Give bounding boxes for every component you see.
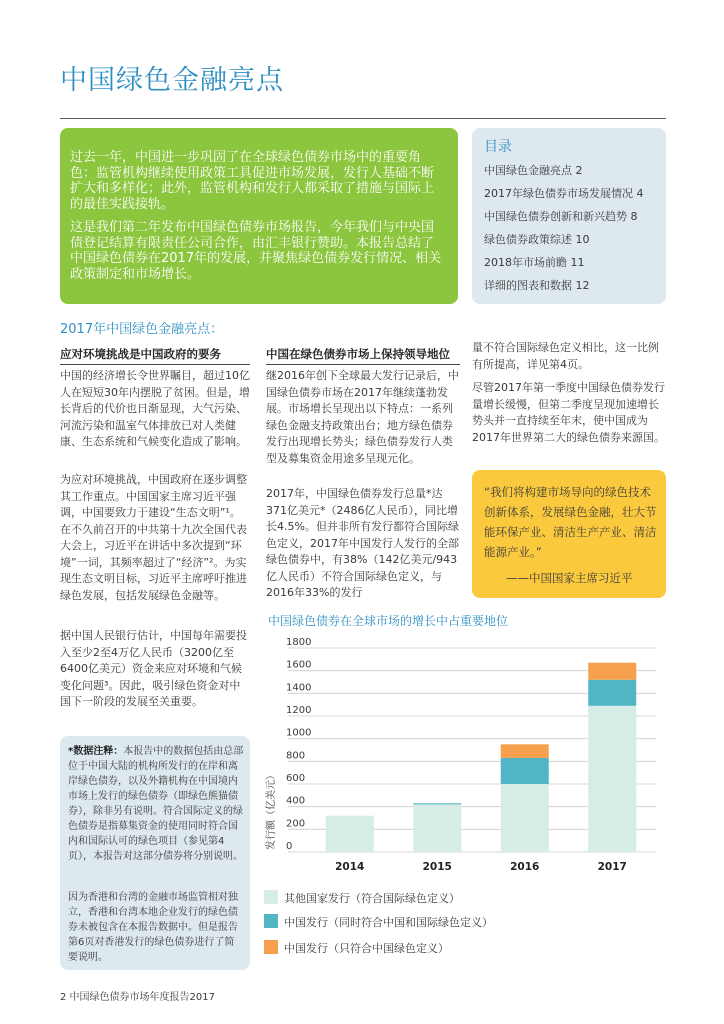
x-tick-label: 2017: [597, 861, 627, 873]
col1-heading-rule: [60, 364, 250, 365]
y-axis-label: 发行额（亿美元）: [266, 770, 277, 850]
y-tick-label: 200: [286, 818, 306, 830]
y-tick-label: 800: [286, 750, 306, 762]
toc-item[interactable]: 详细的图表和数据 12: [484, 279, 590, 292]
y-tick-label: 600: [286, 773, 306, 784]
y-tick-label: 1600: [286, 659, 312, 671]
bar-segment: [588, 680, 636, 706]
toc-item[interactable]: 中国绿色债券创新和新兴趋势 8: [484, 210, 638, 223]
bar-segment: [413, 804, 461, 852]
quote-box: [472, 470, 666, 598]
title-divider: [60, 118, 666, 119]
y-tick-label: 0: [286, 841, 293, 852]
toc-item[interactable]: 2018年市场前瞻 11: [484, 256, 585, 269]
intro-paragraph-1: 过去一年，中国进一步巩固了在全球绿色债券市场中的重要角色：监管机构继续使用政策工具促进市场发展，发行人基础不断扩大和多样化；此外，监管机构和发行人都采取了措施与国际上的最佳实践接轨。: [70, 150, 435, 212]
data-note-box: [60, 736, 250, 970]
bar-segment: [413, 803, 461, 804]
col1-paragraph-2: 为应对环境挑战，中国政府在逐步调整其工作重点。中国国家主席习近平强调，中国要致力于建设“生态文明”¹。在不久前召开的中共第十九次全国代表大会上，习近平在讲话中多次提到“环境”一词，其频率超过了“经济”²。为实现生态文明目标，习近平主席呼吁推进绿色发展，包括发展绿色金融等。: [60, 473, 247, 602]
bar-segment: [588, 663, 636, 680]
col2-heading: 中国在绿色债券市场上保持领导地位: [266, 347, 450, 361]
quote-attribution: ——中国国家主席习近平: [506, 571, 633, 585]
data-note-label: *数据注释：: [68, 746, 124, 757]
col3-paragraph-2: 尽管2017年第一季度中国绿色债券发行量增长缓慢，但第二季度呈现加速增长势头并一直持续至年末，使中国成为2017年世界第二大的绿色债券来源国。: [472, 381, 665, 444]
y-tick-label: 1400: [286, 682, 312, 694]
col1-paragraph-1: 中国的经济增长令世界瞩目，超过10亿人在短短30年内摆脱了贫困。但是，增长背后的代价也日渐显现，大气污染、河流污染和温室气体排放已对人类健康、生态系统和气候变化造成了影响。: [60, 369, 250, 448]
x-tick-label: 2014: [335, 861, 365, 873]
bar-chart: [262, 636, 666, 880]
toc-item[interactable]: 2017年绿色债券市场发展情况 4: [484, 187, 644, 200]
legend-swatch: [264, 890, 278, 904]
toc-item[interactable]: 绿色债券政策综述 10: [484, 233, 590, 246]
legend-label: 中国发行（只符合中国绿色定义）: [284, 942, 449, 955]
col1-paragraph-3: 据中国人民银行估计，中国每年需要投入至少2至4万亿人民币（3200亿至6400亿美元）资金来应对环境和气候变化问题³。因此，吸引绿色资金对中国下一阶段的发展至关重要。: [60, 629, 247, 708]
data-note-paragraph-1: [68, 744, 244, 864]
toc-title: 目录: [484, 139, 512, 155]
table-of-contents: [472, 128, 666, 304]
highlights-heading: 2017年中国绿色金融亮点：: [60, 322, 224, 337]
y-tick-label: 1800: [286, 637, 312, 648]
x-tick-label: 2015: [422, 861, 452, 873]
col2-paragraph-2: 2017年，中国绿色债券发行总量*达371亿美元*（2486亿人民币），同比增长4.5%。但并非所有发行都符合国际绿色定义，2017年中国发行人发行的全部绿色债券中，有38%（142亿美元/943亿人民币）不符合国际绿色定义，与2016年33%的发行: [266, 487, 459, 599]
intro-box: [60, 128, 458, 304]
bar-segment: [326, 816, 374, 852]
legend-label: 其他国家发行（符合国际绿色定义）: [284, 892, 460, 905]
page-footer: 2 中国绿色债券市场年度报告2017: [60, 992, 215, 1003]
col2-paragraph-1: 继2016年创下全球最大发行记录后，中国绿色债券市场在2017年继续蓬勃发展。市场增长呈现出以下特点：一系列绿色金融支持政策出台；地方绿色债券发行出现增长势头；绿色债券发行人类型及募集资金用途多呈现元化。: [266, 369, 459, 465]
intro-paragraph-2: 这是我们第二年发布中国绿色债券市场报告，今年我们与中央国债登记结算有限责任公司合作，由汇丰银行赞助。本报告总结了中国绿色债券在2017年的发展，并聚焦绿色债券发行情况、相关政策制定和市场增长。: [70, 220, 442, 282]
data-note-text: 本报告中的数据包括由总部位于中国大陆的机构所发行的在岸和离岸绿色债券，以及外籍机构在中国境内市场上发行的绿色债券（即绿色熊猫债券），除非另有说明。符合国际定义的绿色债券是指募集资金的使用同时符合国内和国际认可的绿色项目（参见第4页），本报告对这部分债券将分别说明。: [68, 746, 244, 862]
y-tick-label: 1200: [286, 705, 312, 716]
toc-item[interactable]: 中国绿色金融亮点 2: [484, 164, 583, 177]
y-tick-label: 1000: [286, 727, 312, 739]
page-title: 中国绿色金融亮点: [60, 65, 284, 96]
x-tick-label: 2016: [510, 861, 540, 873]
legend-swatch: [264, 940, 278, 954]
data-note-paragraph-2: 因为香港和台湾的金融市场监管相对独立，香港和台湾本地企业发行的绿色债券未被包含在本报告数据中。但是报告第6页对香港发行的绿色债券进行了简要说明。: [68, 892, 238, 963]
bar-segment: [501, 758, 549, 784]
col2-heading-rule: [266, 364, 460, 365]
y-tick-label: 400: [286, 795, 306, 807]
legend-label: 中国发行（同时符合中国和国际绿色定义）: [284, 916, 493, 929]
bar-segment: [501, 744, 549, 758]
col1-heading: 应对环境挑战是中国政府的要务: [60, 347, 221, 361]
col3-paragraph-1: 量不符合国际绿色定义相比，这一比例有所提高，详见第4页。: [472, 341, 659, 371]
bar-segment: [588, 706, 636, 852]
legend-swatch: [264, 914, 278, 928]
chart-title: 中国绿色债券在全球市场的增长中占重要地位: [268, 614, 509, 628]
quote-text: “我们将构建市场导向的绿色技术创新体系，发展绿色金融，壮大节能环保产业、清洁生产产业、清洁能源产业。”: [484, 485, 657, 559]
bar-segment: [501, 784, 549, 852]
